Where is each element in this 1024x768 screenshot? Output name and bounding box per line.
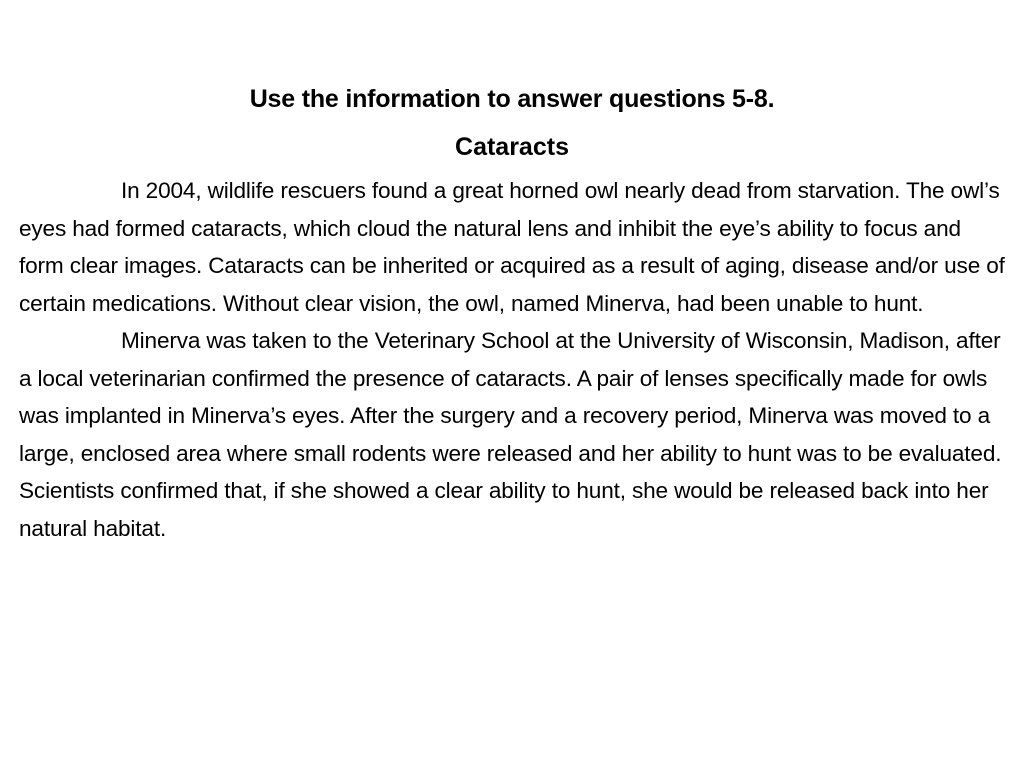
passage-body bbox=[19, 172, 1009, 547]
instruction-heading: Use the information to answer questions 5-8. bbox=[249, 85, 775, 113]
passage-title: Cataracts bbox=[455, 133, 569, 161]
paragraph-1: In 2004, wildlife rescuers found a great horned owl nearly dead from starvation. The owl’s eyes had formed cataracts, which cloud the natural lens and inhibit the eye’s ability to focus and form clear images. Cataracts can be inherited or acquired as a result of aging, disease and/or use of certain medications. Without clear vision, the owl, named Minerva, had been unable to hunt. bbox=[19, 178, 1005, 316]
paragraph-2: Minerva was taken to the Veterinary School at the University of Wisconsin, Madison, after a local veterinarian confirmed the presence of cataracts. A pair of lenses specifically made for owls was implanted in Minerva’s eyes. After the surgery and a recovery period, Minerva was moved to a large, enclosed area where small rodents were released and her ability to hunt was to be evaluated. Scientists confirmed that, if she showed a clear ability to hunt, she would be released back into her natural habitat. bbox=[19, 328, 1002, 541]
